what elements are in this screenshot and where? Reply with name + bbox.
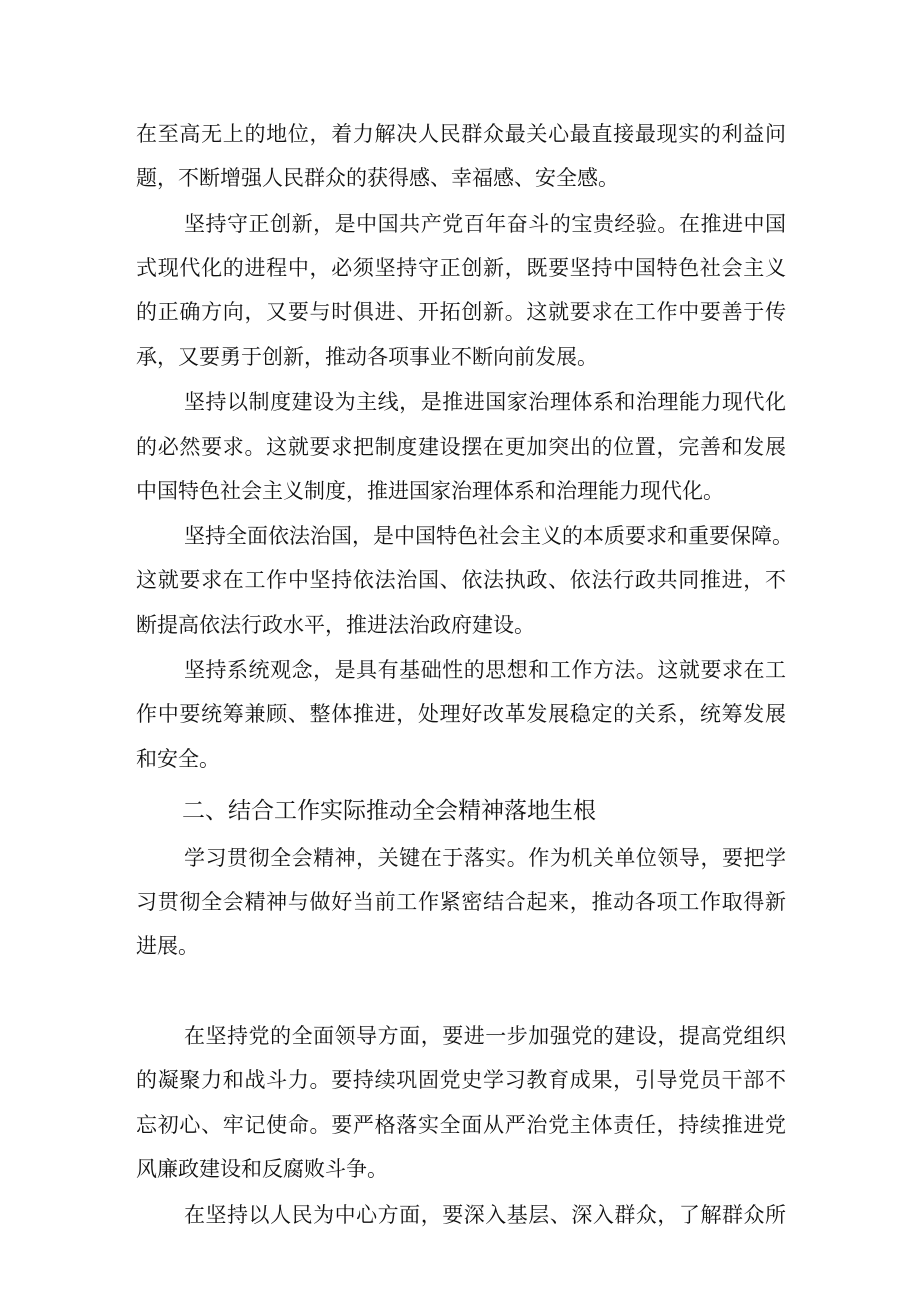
text-line: 式现代化的进程中，必须坚持守正创新，既要坚持中国特色社会主义 (136, 256, 786, 280)
text-line: 风廉政建设和反腐败斗争。 (136, 1157, 388, 1181)
section-heading: 二、结合工作实际推动全会精神落地生根 (182, 798, 596, 824)
text-line: 题，不断增强人民群众的获得感、幸福感、安全感。 (136, 166, 619, 190)
text-line: 这就要求在工作中坚持依法治国、依法执政、依法行政共同推进，不 (136, 568, 786, 592)
text-line: 在坚持以人民为中心方面，要深入基层、深入群众，了解群众所 (184, 1203, 786, 1227)
text-line: 习贯彻全会精神与做好当前工作紧密结合起来，推动各项工作取得新 (136, 890, 786, 914)
text-line: 在至高无上的地位，着力解决人民群众最关心最直接最现实的利益问 (136, 122, 786, 146)
text-line: 在坚持党的全面领导方面，要进一步加强党的建设，提高党组织 (184, 1024, 786, 1048)
text-line: 学习贯彻全会精神，关键在于落实。作为机关单位领导，要把学 (184, 846, 786, 870)
text-line: 忘初心、牢记使命。要严格落实全面从严治党主体责任，持续推进党 (136, 1113, 786, 1137)
text-line: 的必然要求。这就要求把制度建设摆在更加突出的位置，完善和发展 (136, 435, 786, 459)
text-line: 中国特色社会主义制度，推进国家治理体系和治理能力现代化。 (136, 479, 724, 503)
text-line: 作中要统筹兼顾、整体推进，处理好改革发展稳定的关系，统筹发展 (136, 702, 786, 726)
text-line: 坚持守正创新，是中国共产党百年奋斗的宝贵经验。在推进中国 (184, 212, 786, 236)
text-line: 和安全。 (136, 747, 220, 771)
text-line: 坚持系统观念，是具有基础性的思想和工作方法。这就要求在工 (184, 658, 786, 682)
text-line: 的凝聚力和战斗力。要持续巩固党史学习教育成果，引导党员干部不 (136, 1068, 786, 1092)
text-line: 的正确方向，又要与时俱进、开拓创新。这就要求在工作中要善于传 (136, 300, 786, 324)
text-line: 断提高依法行政水平，推进法治政府建设。 (136, 613, 535, 637)
text-line: 坚持以制度建设为主线，是推进国家治理体系和治理能力现代化 (184, 390, 786, 414)
text-line: 坚持全面依法治国，是中国特色社会主义的本质要求和重要保障。 (184, 524, 793, 548)
text-line: 承，又要勇于创新，推动各项事业不断向前发展。 (136, 345, 598, 369)
text-line: 进展。 (136, 934, 199, 958)
